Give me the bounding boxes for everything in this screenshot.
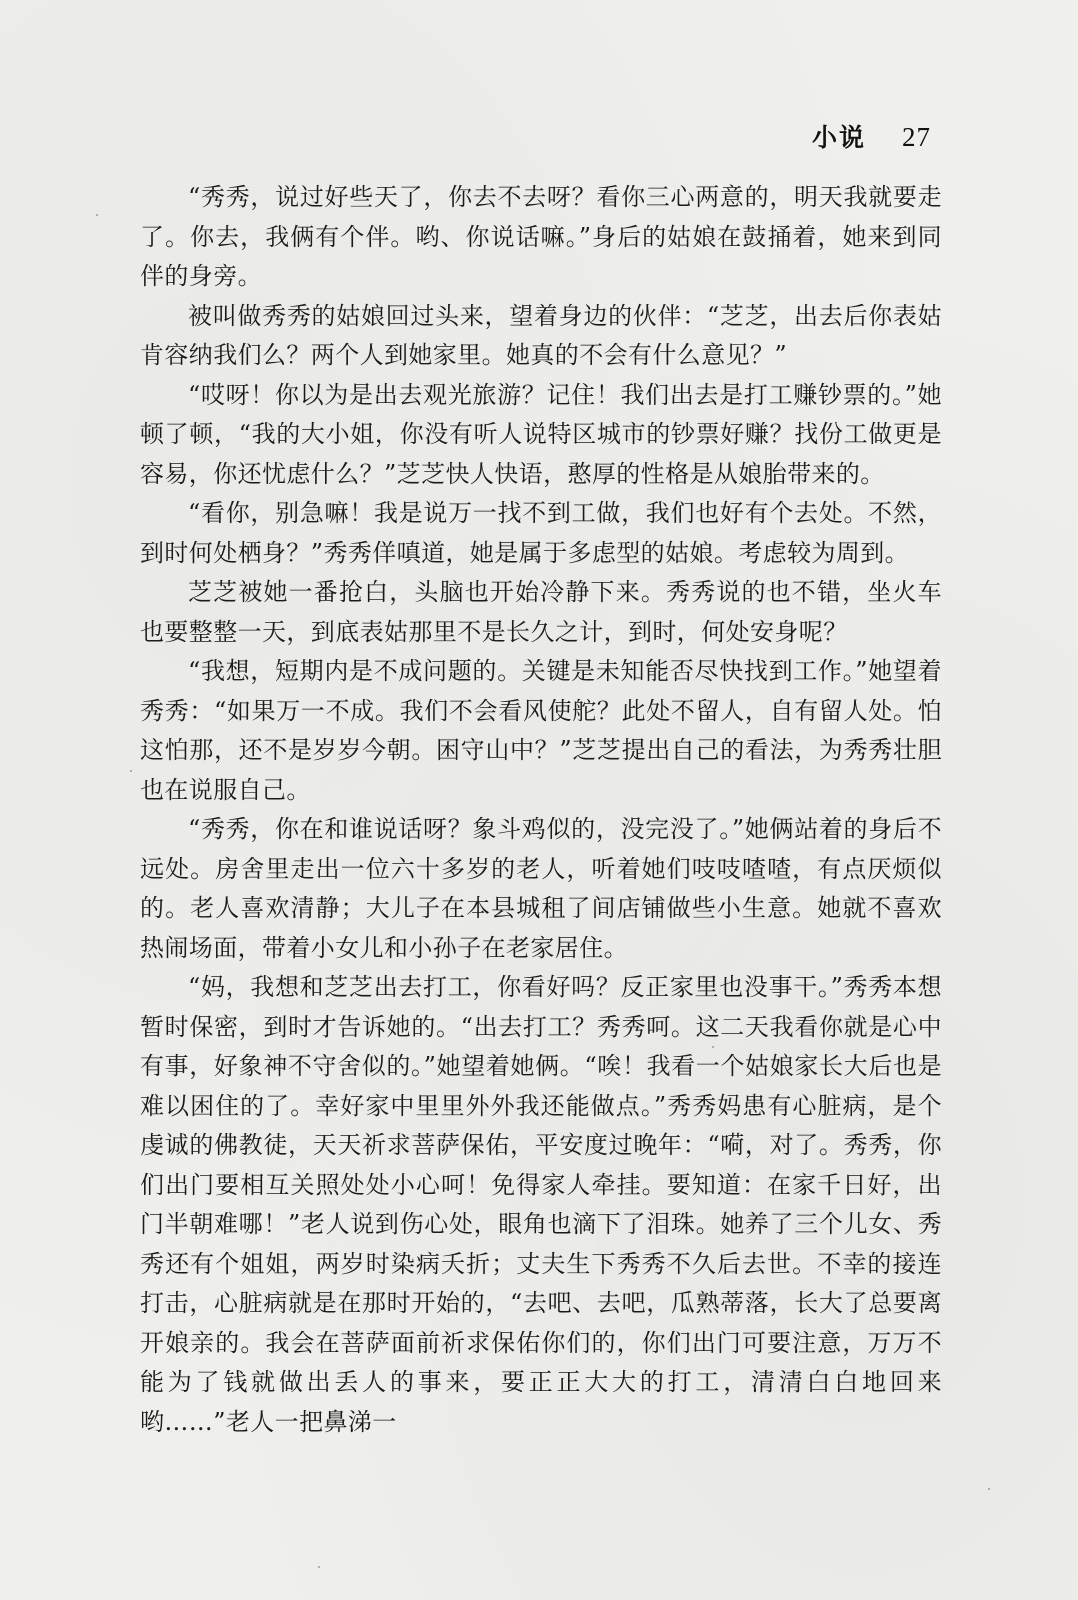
section-title: 小说 <box>812 123 867 152</box>
paragraph: “哎呀！你以为是出去观光旅游？记住！我们出去是打工赚钞票的。”她顿了顿，“我的大小姐，你没有听人说特区城市的钞票好赚？找份工做更是容易，你还忧虑什么？”芝芝快人快语，憨厚的性格是从娘胎带来的。 <box>140 380 942 488</box>
scan-speck <box>712 1046 714 1048</box>
paragraph: 芝芝被她一番抢白，头脑也开始冷静下来。秀秀说的也不错，坐火车也要整整一天，到底表姑那里不是长久之计，到时，何处安身呢？ <box>140 578 942 646</box>
running-head <box>812 118 931 154</box>
scan-speck <box>130 770 132 772</box>
paragraph: “我想，短期内是不成问题的。关键是未知能否尽快找到工作。”她望着秀秀：“如果万一不成。我们不会看风使舵？此处不留人，自有留人处。怕这怕那，还不是岁岁今朝。困守山中？”芝芝提出自己的看法，为秀秀壮胆也在说服自己。 <box>140 657 942 804</box>
novel-text <box>140 178 942 1442</box>
paragraph: “秀秀，你在和谁说话呀？象斗鸡似的，没完没了。”她俩站着的身后不远处。房舍里走出一位六十多岁的老人，听着她们吱吱喳喳，有点厌烦似的。老人喜欢清静；大儿子在本县城租了间店铺做些小生意。她就不喜欢热闹场面，带着小女儿和小孙子在老家居住。 <box>140 815 942 962</box>
scan-speck <box>96 214 98 216</box>
paragraph: “秀秀，说过好些天了，你去不去呀？看你三心两意的，明天我就要走了。你去，我俩有个伴。哟、你说话嘛。”身后的姑娘在鼓捅着，她来到同伴的身旁。 <box>140 183 942 290</box>
scan-speck <box>318 1566 320 1568</box>
page-number: 27 <box>902 122 932 152</box>
paragraph: “看你，别急嘛！我是说万一找不到工做，我们也好有个去处。不然，到时何处栖身？”秀秀佯嗔道，她是属于多虑型的姑娘。考虑较为周到。 <box>140 499 942 567</box>
paragraph: 被叫做秀秀的姑娘回过头来，望着身边的伙伴：“芝芝，出去后你表姑肯容纳我们么？两个人到她家里。她真的不会有什么意见？” <box>140 301 942 369</box>
scan-speck <box>988 1488 990 1490</box>
paragraph: “妈，我想和芝芝出去打工，你看好吗？反正家里也没事干。”秀秀本想暂时保密，到时才告诉她的。“出去打工？秀秀呵。这二天我看你就是心中有事，好象神不守舍似的。”她望着她俩。“唉！我看一个姑娘家长大后也是难以困住的了。幸好家中里里外外我还能做点。”秀秀妈患有心脏病，是个虔诚的佛教徒，天天祈求菩萨保佑，平安度过晚年：“嗬，对了。秀秀，你们出门要相互关照处处小心呵！免得家人牵挂。要知道：在家千日好，出门半朝难哪！”老人说到伤心处，眼角也滴下了泪珠。她养了三个儿女、秀秀还有个姐姐，两岁时染病夭折；丈夫生下秀秀不久后去世。不幸的接连打击，心脏病就是在那时开始的，“去吧、去吧，瓜熟蒂落，长大了总要离开娘亲的。我会在菩萨面前祈求保佑你们的，你们出门可要注意，万万不能为了钱就做出丢人的事来，要正正大大的打工，清清白白地回来哟……”老人一把鼻涕一 <box>140 973 942 1436</box>
